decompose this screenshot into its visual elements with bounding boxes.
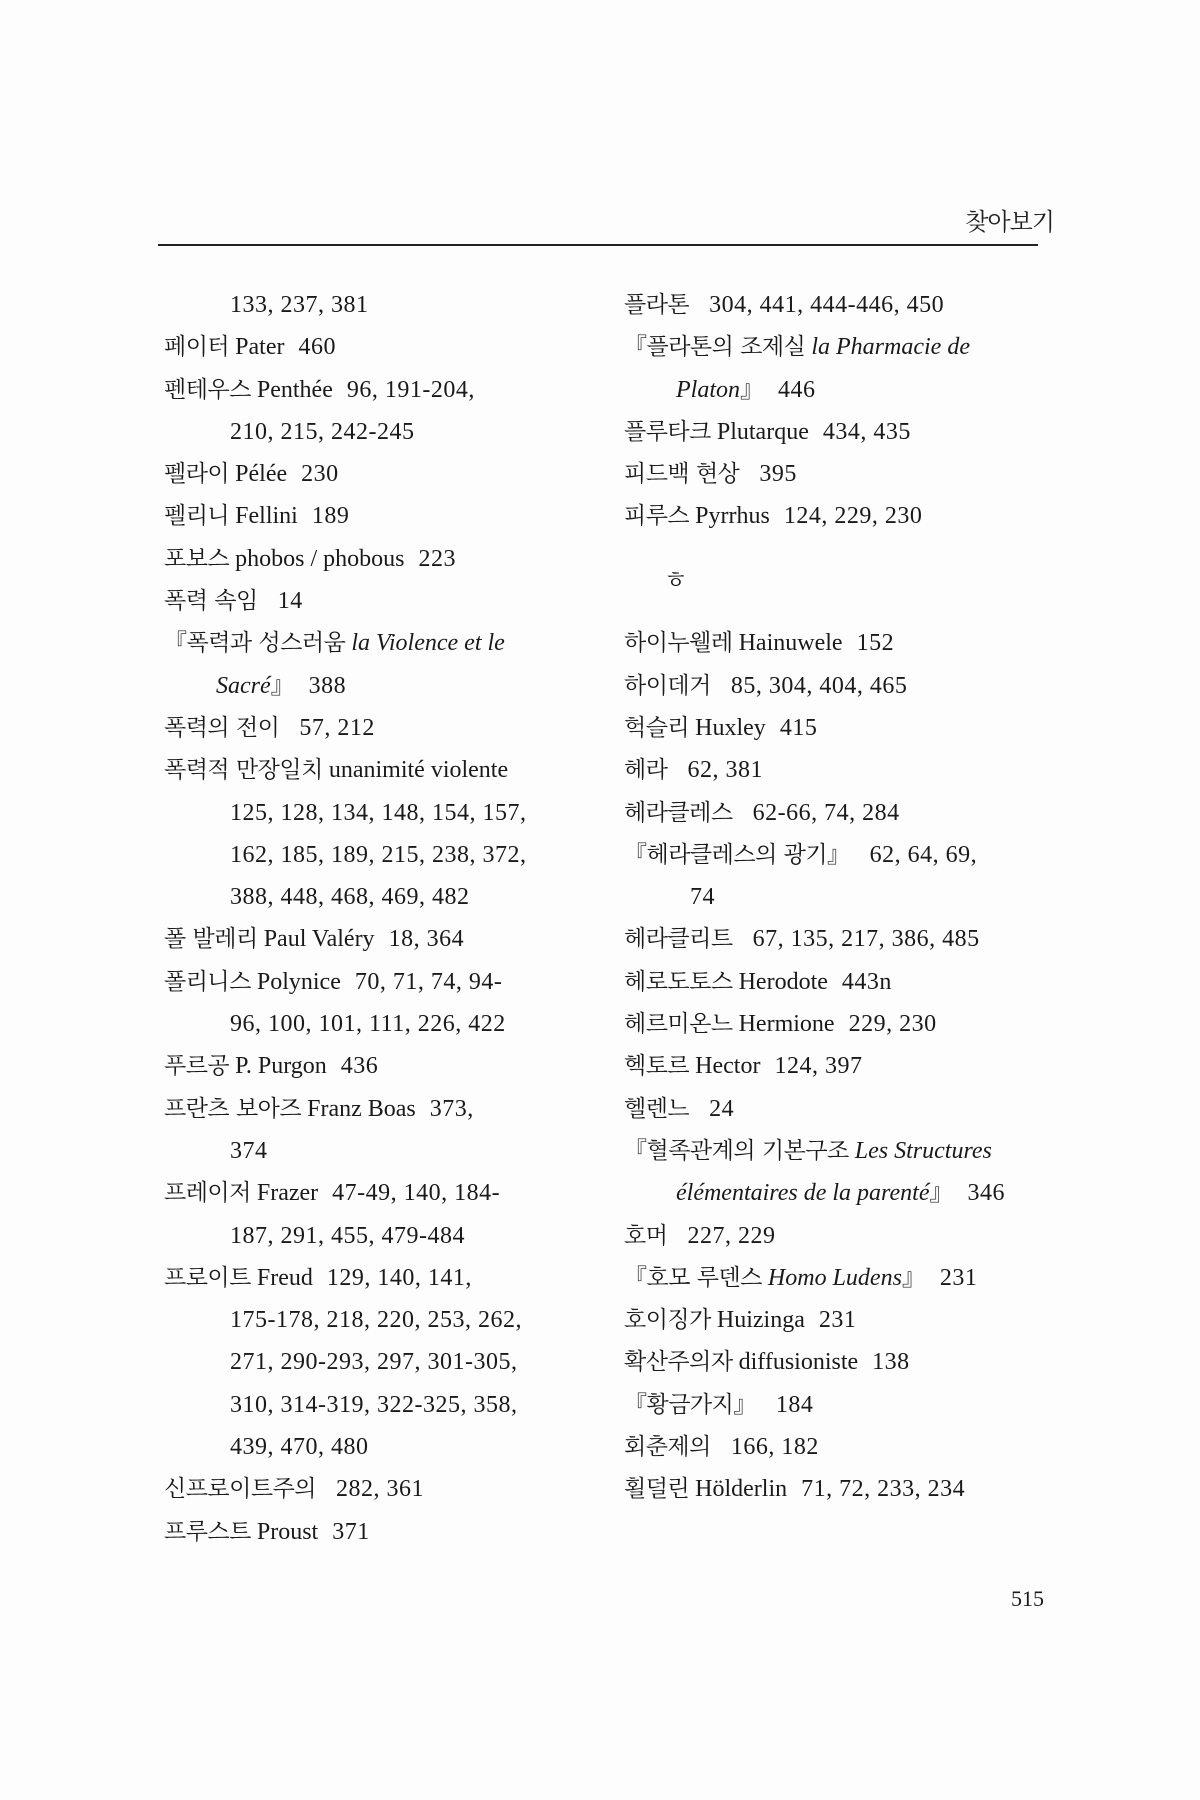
entry-page-refs: 47-49, 140, 184- [332,1180,501,1207]
entry-korean-term: 폴리니스 [164,968,251,995]
index-entry [624,1299,1054,1341]
entry-page-refs: 74 [690,884,715,911]
entry-original-term: phobos / phobous [235,545,405,572]
index-entry [624,961,1054,1003]
entry-original-term: Proust [256,1518,319,1545]
entry-korean-term: 프레이저 [164,1180,251,1207]
entry-korean-term: 회춘제의 [624,1434,711,1461]
entry-page-refs: 231 [818,1307,857,1334]
entry-page-refs: 62, 381 [687,757,763,784]
index-entry [164,369,604,411]
index-entry [164,707,604,749]
entry-page-refs: 415 [779,714,818,741]
index-entry [164,1088,604,1130]
entry-original-term: Hölderlin [695,1476,788,1503]
entry-page-refs: 374 [230,1137,268,1164]
entry-original-term: P. Purgon [235,1053,327,1080]
entry-page-refs: 96, 100, 101, 111, 226, 422 [230,1011,506,1038]
index-entry [164,580,604,622]
entry-title-italic: Homo Ludens [767,1264,902,1291]
entry-page-refs: 133, 237, 381 [230,292,369,318]
entry-korean-term: 『폭력과 성스러움 [164,630,346,657]
entry-korean-term: 프로이트 [164,1264,251,1291]
entry-original-term: Pater [235,334,285,361]
entry-title-bracket: 』 [901,1264,926,1291]
index-entry-continuation [164,1215,604,1257]
entry-original-term: Franz Boas [307,1095,416,1122]
index-entry [164,1257,604,1299]
index-entry-continuation [624,1172,1054,1214]
index-column-right [624,284,1054,1511]
index-entry [624,1130,1054,1172]
entry-title-bracket: 』 [270,672,295,699]
entry-page-refs: 124, 229, 230 [783,503,923,530]
entry-page-refs: 446 [778,376,816,403]
entry-original-term: diffusioniste [738,1349,859,1376]
entry-page-refs: 18, 364 [388,926,465,953]
entry-page-refs: 439, 470, 480 [230,1434,369,1461]
entry-page-refs: 14 [277,588,303,615]
entry-korean-term: 확산주의자 [624,1349,733,1376]
index-entry [624,792,1054,834]
index-entry [164,1172,604,1214]
entry-page-refs: 434, 435 [822,418,911,445]
entry-title-italic: la Violence et le [351,630,505,657]
entry-korean-term: 하이누웰레 [624,630,733,657]
entry-title-bracket: 』 [929,1180,954,1207]
index-entry [624,1257,1054,1299]
entry-original-term: Freud [256,1264,313,1291]
entry-original-term: Hermione [738,1011,835,1038]
entry-original-term: Plutarque [716,418,809,445]
entry-page-refs: 231 [939,1264,978,1291]
index-entry [164,749,604,791]
index-entry [164,1468,604,1510]
index-entry [624,326,1054,368]
index-entry [164,1045,604,1087]
entry-korean-term: 펠리니 [164,503,230,530]
index-entry [164,622,604,664]
entry-page-refs: 96, 191-204, [346,376,475,403]
index-entry [164,918,604,960]
entry-page-refs: 388 [308,672,347,699]
index-section-heading: ㅎ [664,565,688,594]
entry-page-refs: 138 [872,1349,910,1376]
entry-page-refs: 189 [311,503,350,530]
entry-korean-term: 헤르미온느 [624,1011,733,1038]
entry-korean-term: 페이터 [164,334,230,361]
entry-page-refs: 129, 140, 141, [326,1264,472,1291]
entry-korean-term: 헤로도토스 [624,968,733,995]
index-entry [624,453,1054,495]
entry-korean-term: 폭력의 전이 [164,714,280,741]
entry-korean-term: 헬렌느 [624,1095,690,1122]
index-entry-continuation [624,876,1054,918]
index-entry [624,707,1054,749]
entry-page-refs: 271, 290-293, 297, 301-305, [230,1349,518,1376]
entry-original-term: Paul Valéry [263,926,375,953]
entry-korean-term: 횔덜린 [624,1476,690,1503]
entry-page-refs: 162, 185, 189, 215, 238, 372, [230,841,527,868]
entry-page-refs: 310, 314-319, 322-325, 358, [230,1391,518,1418]
entry-title-bracket: 』 [740,376,764,403]
entry-korean-term: 피루스 [624,503,690,530]
entry-korean-term: 프루스트 [164,1518,251,1545]
entry-page-refs: 152 [856,630,895,657]
index-entry-continuation [164,411,604,453]
entry-korean-term: 『황금가지』 [624,1391,756,1418]
index-entry-continuation [164,1384,604,1426]
index-entry [164,1511,604,1553]
entry-page-refs: 62-66, 74, 284 [752,799,900,826]
index-entry [624,1426,1054,1468]
entry-page-refs: 282, 361 [336,1476,425,1503]
entry-original-term: Pyrrhus [695,503,770,530]
index-entry-continuation [164,665,604,707]
index-entry-continuation [164,1003,604,1045]
index-entry [624,665,1054,707]
entry-page-refs: 166, 182 [730,1434,819,1461]
entry-korean-term: 플라톤 [624,292,690,318]
entry-korean-term: 펜테우스 [164,376,251,403]
entry-original-term: Fellini [235,503,298,530]
entry-original-term: Hector [695,1053,761,1080]
entry-page-refs: 443n [841,968,892,995]
entry-page-refs: 184 [775,1391,814,1418]
entry-title-italic: la Pharmacie de [811,334,970,361]
entry-korean-term: 『혈족관계의 기본구조 [624,1137,849,1164]
index-entry [164,495,604,537]
entry-korean-term: 신프로이트주의 [164,1476,317,1503]
entry-korean-term: 호이징가 [624,1307,711,1334]
entry-page-refs: 175-178, 218, 220, 253, 262, [230,1307,522,1334]
entry-title-italic: élémentaires de la parenté [676,1180,930,1207]
entry-korean-term: 헉슬리 [624,714,690,741]
entry-page-refs: 57, 212 [299,714,375,741]
entry-korean-term: 플루타크 [624,418,711,445]
entry-korean-term: 펠라이 [164,461,230,488]
entry-page-refs: 395 [759,461,797,488]
index-entry [624,1215,1054,1257]
index-entry [164,453,604,495]
index-entry [164,326,604,368]
entry-original-term: Hainuwele [738,630,843,657]
index-entry [624,411,1054,453]
entry-page-refs: 67, 135, 217, 386, 485 [752,926,980,953]
index-entry [624,1468,1054,1510]
entry-korean-term: 호머 [624,1222,668,1249]
index-entry [624,1088,1054,1130]
index-entry-continuation [164,1299,604,1341]
entry-page-refs: 229, 230 [848,1011,937,1038]
entry-page-refs: 71, 72, 233, 234 [801,1476,966,1503]
entry-title-italic: Platon [676,376,740,403]
index-entry-continuation [164,1426,604,1468]
entry-korean-term: 헤라클리트 [624,926,733,953]
page-number: 515 [1011,1586,1044,1611]
entry-page-refs: 436 [340,1053,379,1080]
entry-original-term: Huxley [695,714,766,741]
entry-original-term: Polynice [256,968,341,995]
entry-page-refs: 460 [298,334,336,361]
entry-page-refs: 24 [709,1095,735,1122]
entry-page-refs: 373, [429,1095,474,1122]
entry-korean-term: 헤라 [624,757,668,784]
index-entry [624,834,1054,876]
index-entry [624,918,1054,960]
index-entry-continuation [624,369,1054,411]
index-entry-continuation [164,792,604,834]
entry-korean-term: 포보스 [164,545,230,572]
index-entry [624,749,1054,791]
index-entry [624,1045,1054,1087]
index-entry-continuation [164,876,604,918]
entry-page-refs: 85, 304, 404, 465 [730,672,908,699]
index-entry [624,1384,1054,1426]
index-entry [164,961,604,1003]
entry-korean-term: 폭력적 만장일치 [164,757,323,784]
entry-page-refs: 70, 71, 74, 94- [354,968,503,995]
entry-original-term: Pélée [235,461,288,488]
header-rule [158,244,1038,246]
entry-korean-term: 헤라클레스 [624,799,733,826]
entry-page-refs: 227, 229 [687,1222,776,1249]
entry-korean-term: 『호모 루덴스 [624,1264,762,1291]
entry-original-term: Penthée [256,376,333,403]
index-entry [624,1341,1054,1383]
index-entry [624,495,1054,537]
entry-korean-term: 하이데거 [624,672,711,699]
entry-original-term: unanimité violente [328,757,509,784]
entry-page-refs: 125, 128, 134, 148, 154, 157, [230,799,527,826]
index-entry [164,538,604,580]
index-entry [624,284,1054,326]
entry-korean-term: 폴 발레리 [164,926,258,953]
entry-page-refs: 124, 397 [774,1053,863,1080]
entry-page-refs: 62, 64, 69, [869,841,978,868]
index-entry [624,1003,1054,1045]
entry-page-refs: 304, 441, 444-446, 450 [709,292,945,318]
entry-korean-term: 『플라톤의 조제실 [624,334,806,361]
index-entry [624,622,1054,664]
index-entry-continuation [164,284,604,326]
running-header: 찾아보기 [965,208,1054,236]
entry-page-refs: 346 [967,1180,1005,1207]
index-entry-continuation [164,1130,604,1172]
entry-original-term: Huizinga [716,1307,805,1334]
index-entry-continuation [164,834,604,876]
entry-korean-term: 폭력 속임 [164,588,258,615]
entry-korean-term: 피드백 현상 [624,461,740,488]
index-column-left [164,284,604,1553]
entry-korean-term: 프란츠 보아즈 [164,1095,302,1122]
entry-page-refs: 223 [418,545,457,572]
entry-title-italic: Les Structures [854,1137,992,1164]
entry-korean-term: 헥토르 [624,1053,690,1080]
entry-page-refs: 187, 291, 455, 479-484 [230,1222,465,1249]
entry-title-italic: Sacré [216,672,271,699]
entry-korean-term: 푸르공 [164,1053,230,1080]
index-entry-continuation [164,1341,604,1383]
entry-page-refs: 230 [301,461,339,488]
entry-page-refs: 388, 448, 468, 469, 482 [230,884,470,911]
entry-page-refs: 371 [332,1518,370,1545]
entry-page-refs: 210, 215, 242-245 [230,418,415,445]
entry-korean-term: 『헤라클레스의 광기』 [624,841,850,868]
entry-original-term: Frazer [256,1180,319,1207]
entry-original-term: Herodote [738,968,828,995]
